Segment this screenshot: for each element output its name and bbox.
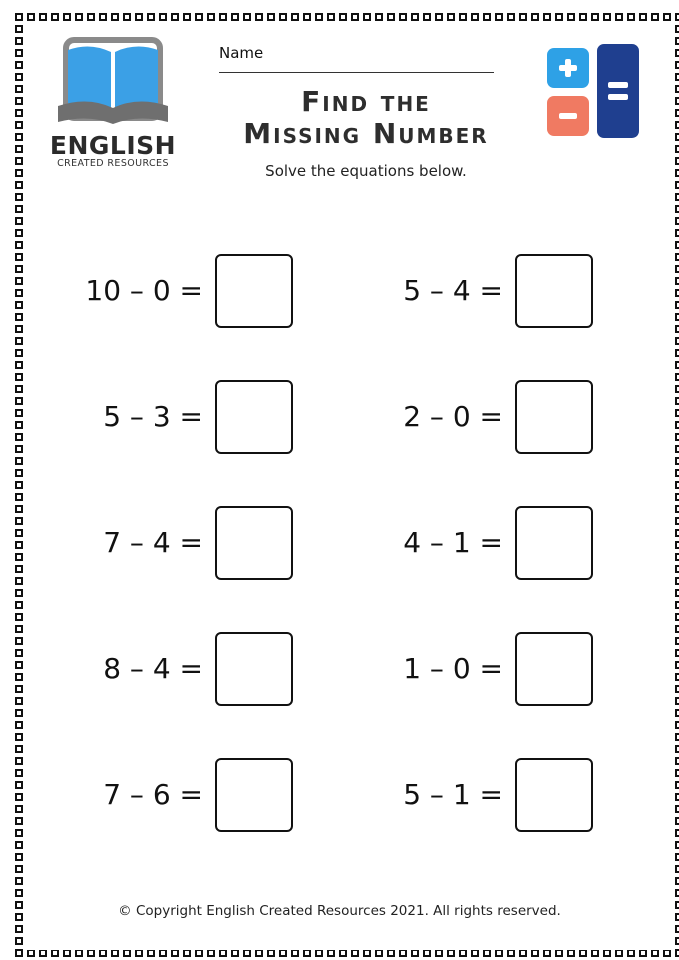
equation-row: [60, 254, 293, 332]
title-line-2: Missing Number: [243, 117, 489, 150]
equation-text: 10 – 0 =: [85, 274, 203, 307]
minus-icon: [547, 96, 589, 136]
equation-text: 2 – 0 =: [403, 400, 503, 433]
logo-subtitle: CREATED RESOURCES: [57, 158, 169, 169]
copyright-footer: © Copyright English Created Resources 2021. All rights reserved.: [118, 903, 561, 919]
equation-text: 7 – 4 =: [103, 526, 203, 559]
equation-text: 5 – 1 =: [403, 778, 503, 811]
title-line-1: Find the: [301, 85, 431, 118]
equation-text: 5 – 4 =: [403, 274, 503, 307]
equation-row: [60, 632, 293, 710]
answer-box[interactable]: [215, 506, 293, 580]
equation-text: 4 – 1 =: [403, 526, 503, 559]
answer-box[interactable]: [515, 506, 593, 580]
equation-row: [60, 380, 293, 458]
equation-row: [360, 632, 593, 710]
equation-row: [60, 758, 293, 836]
equation-text: 8 – 4 =: [103, 652, 203, 685]
answer-box[interactable]: [515, 632, 593, 706]
book-icon: [48, 36, 178, 131]
equation-row: [60, 506, 293, 584]
equation-text: 5 – 3 =: [103, 400, 203, 433]
logo: [48, 36, 178, 171]
answer-box[interactable]: [215, 380, 293, 454]
name-input-line[interactable]: [219, 72, 494, 73]
equation-row: [360, 758, 593, 836]
answer-box[interactable]: [515, 380, 593, 454]
answer-box[interactable]: [215, 632, 293, 706]
equation-row: [360, 380, 593, 458]
answer-box[interactable]: [515, 758, 593, 832]
instructions: Solve the equations below.: [265, 162, 467, 180]
equation-text: 7 – 6 =: [103, 778, 203, 811]
equation-row: [360, 254, 593, 332]
math-icons: [545, 44, 641, 140]
answer-box[interactable]: [515, 254, 593, 328]
page-title: [196, 86, 536, 150]
logo-word: ENGLISH: [49, 131, 177, 160]
equals-icon: [597, 44, 639, 138]
answer-box[interactable]: [215, 254, 293, 328]
plus-icon: [547, 48, 589, 88]
equation-text: 1 – 0 =: [403, 652, 503, 685]
name-label: Name: [219, 44, 264, 62]
answer-box[interactable]: [215, 758, 293, 832]
equation-row: [360, 506, 593, 584]
